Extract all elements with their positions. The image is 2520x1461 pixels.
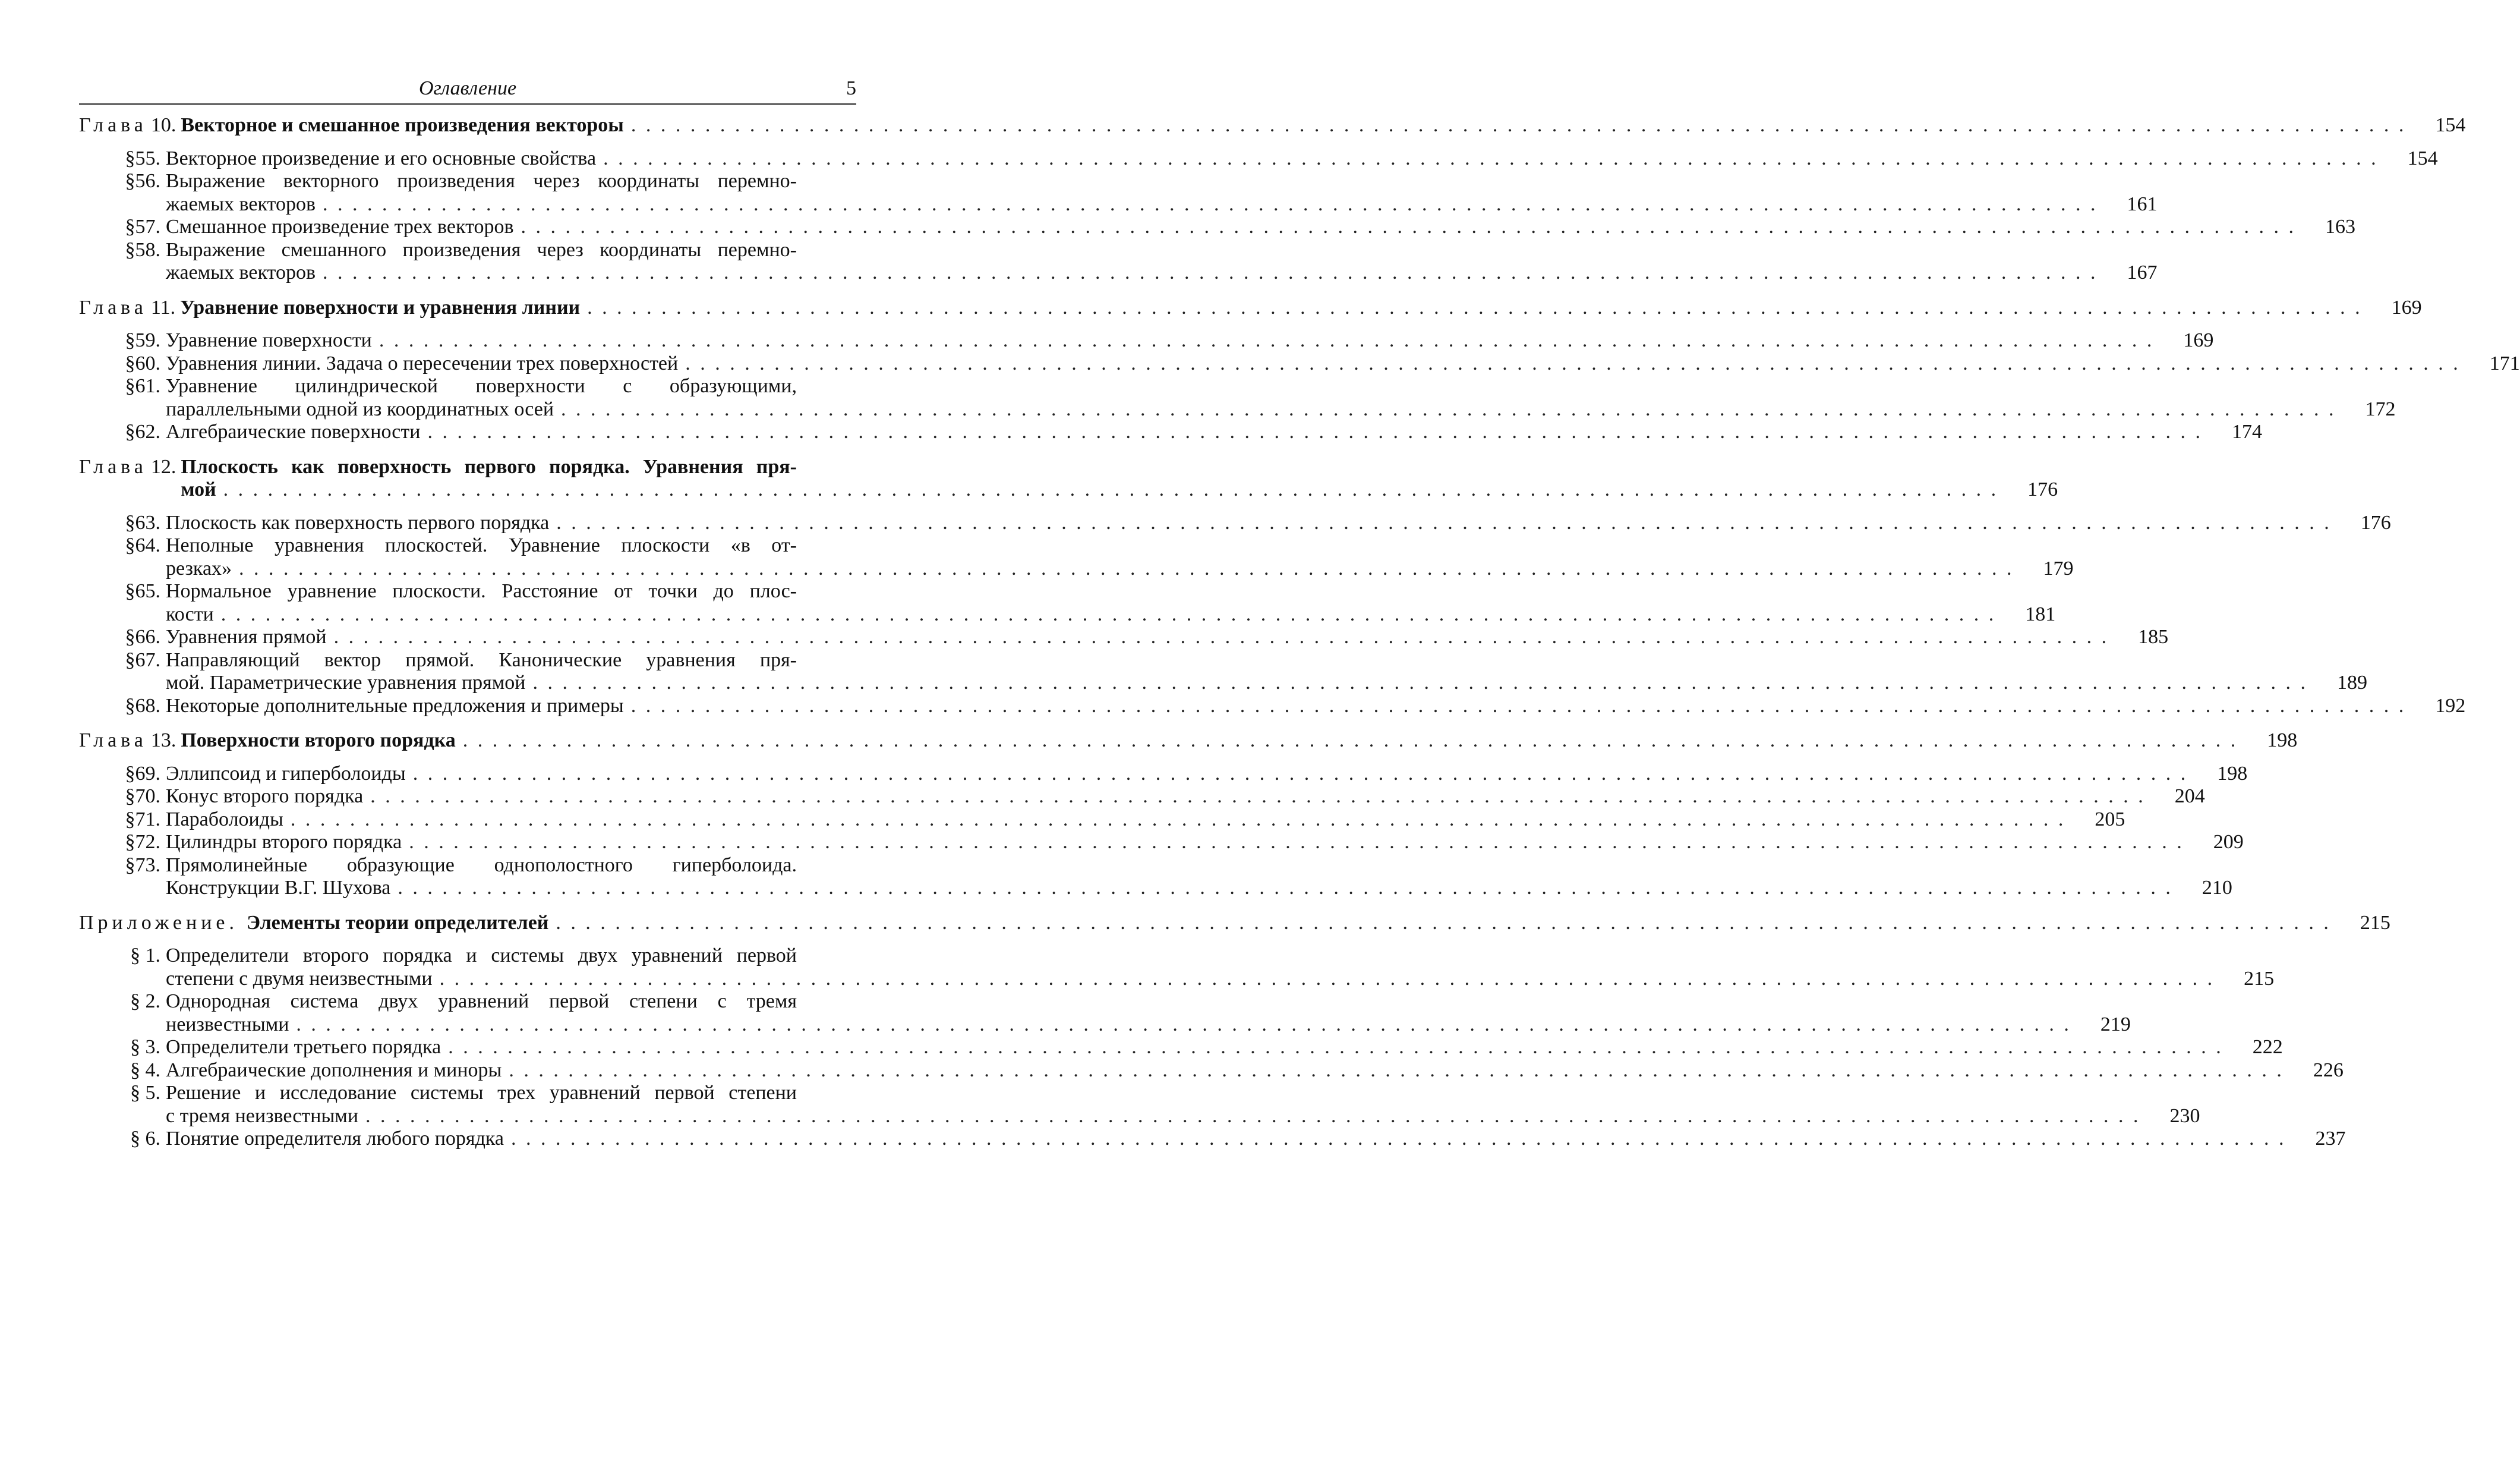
toc-section-entry xyxy=(79,216,2356,239)
page-number: 154 xyxy=(2407,147,2438,169)
dot-leader: . . . . . . . . . . . . . . . . . . . . . . . . . . . . . . . . . . . . . . . . . . . . . . . . . . . . . . . . . . . . . . . . . . . . . . . . . . . . . . . . . . . . . . . . . . . . . . . . . . . . . . . . . . . . . . . . . . . . . . . . xyxy=(448,1036,2223,1058)
section-title-line: Нормальное уравнение плоскости. Расстояние от точки до плос- xyxy=(166,580,797,602)
section-title xyxy=(166,648,2367,695)
section-title-line: Алгебраические поверхности xyxy=(166,421,421,443)
toc-section-entry xyxy=(79,831,2244,854)
page-number: 163 xyxy=(2325,216,2356,238)
toc-section-entry xyxy=(79,375,2396,421)
page-number: 174 xyxy=(2231,421,2262,443)
running-header xyxy=(79,75,856,105)
section-title-line: параллельными одной из координатных осей xyxy=(166,398,554,420)
toc-section-entry xyxy=(79,238,2158,285)
toc-line xyxy=(166,398,2396,421)
toc-line xyxy=(166,1128,2346,1151)
dot-leader: . . . . . . . . . . . . . . . . . . . . . . . . . . . . . . . . . . . . . . . . . . . . . . . . . . . . . . . . . . . . . . . . . . . . . . . . . . . . . . . . . . . . . . . . . . . . . . . . . . . . . . . . . . . . . . . . . . . . . . . . xyxy=(439,967,2215,990)
chapter-title-text: Векторное и смешанное произведения вектороы xyxy=(181,114,624,136)
toc-line xyxy=(166,421,2262,444)
toc-line xyxy=(166,831,2244,854)
toc-section-entry xyxy=(79,854,2232,900)
section-title xyxy=(166,170,2158,216)
toc-section-entry xyxy=(79,944,2275,990)
section-title-line: Эллипсоид и гиперболоиды xyxy=(166,762,406,785)
section-title-line: Выражение смешанного произведения через координаты перемно- xyxy=(166,238,797,261)
dot-leader: . . . . . . . . . . . . . . . . . . . . . . . . . . . . . . . . . . . . . . . . . . . . . . . . . . . . . . . . . . . . . . . . . . . . . . . . . . . . . . . . . . . . . . . . . . . . . . . . . . . . . . . . . . . . . . . . . . . . . . . . xyxy=(630,114,2407,136)
toc-section-entry xyxy=(79,762,2248,786)
toc-section-entry xyxy=(79,626,2169,649)
section-number: §56. xyxy=(125,170,160,192)
section-number: §72. xyxy=(125,831,160,853)
section-number: §60. xyxy=(125,352,160,374)
section-number: §70. xyxy=(125,785,160,807)
section-title-line: Цилиндры второго порядка xyxy=(166,831,402,853)
section-title-line: Смешанное произведение трех векторов xyxy=(166,216,514,238)
toc-line xyxy=(166,877,2232,900)
section-title-line: Уравнения прямой xyxy=(166,626,327,648)
dot-leader: . . . . . . . . . . . . . . . . . . . . . . . . . . . . . . . . . . . . . . . . . . . . . . . . . . . . . . . . . . . . . . . . . . . . . . . . . . . . . . . . . . . . . . . . . . . . . . . . . . . . . . . . . . . . . . . . . . . . . . . . xyxy=(412,762,2188,785)
toc-line xyxy=(166,352,2520,376)
section-title-line: Прямолинейные образующие однополостного гиперболоида. xyxy=(166,854,797,876)
toc-line xyxy=(166,511,2391,535)
section-title-line: жаемых векторов xyxy=(166,262,316,284)
dot-leader: . . . . . . . . . . . . . . . . . . . . . . . . . . . . . . . . . . . . . . . . . . . . . . . . . . . . . . . . . . . . . . . . . . . . . . . . . . . . . . . . . . . . . . . . . . . . . . . . . . . . . . . . . . . . . . . . . . . . . . . . xyxy=(556,511,2332,534)
toc-section-entry xyxy=(79,147,2438,171)
toc-line xyxy=(166,1059,2344,1082)
toc-section-entry xyxy=(79,511,2391,535)
page-number: 176 xyxy=(2027,478,2058,500)
section-number: §67. xyxy=(125,648,160,671)
dot-leader: . . . . . . . . . . . . . . . . . . . . . . . . . . . . . . . . . . . . . . . . . . . . . . . . . . . . . . . . . . . . . . . . . . . . . . . . . . . . . . . . . . . . . . . . . . . . . . . . . . . . . . . . . . . . . . . . . . . . . . . . xyxy=(220,603,1997,625)
dot-leader: . . . . . . . . . . . . . . . . . . . . . . . . . . . . . . . . . . . . . . . . . . . . . . . . . . . . . . . . . . . . . . . . . . . . . . . . . . . . . . . . . . . . . . . . . . . . . . . . . . . . . . . . . . . . . . . . . . . . . . . . xyxy=(365,1104,2141,1127)
toc-chapter-block xyxy=(79,455,2466,718)
section-number: §65. xyxy=(125,580,160,602)
section-number: §66. xyxy=(125,626,160,648)
page-number: 226 xyxy=(2313,1059,2344,1081)
section-number: §63. xyxy=(125,511,160,534)
section-title xyxy=(166,694,2466,718)
toc-chapter-block xyxy=(79,911,2390,1151)
section-title-line: Решение и исследование системы трех уравнений первой степени xyxy=(166,1082,797,1104)
toc-section-entry xyxy=(79,421,2262,444)
toc-section-entry xyxy=(79,1082,2200,1128)
running-header-title: Оглавление xyxy=(418,77,517,99)
toc-section-entry xyxy=(79,170,2158,216)
section-title xyxy=(166,238,2158,285)
section-number: § 3. xyxy=(130,1036,160,1058)
section-title-line: неизвестными xyxy=(166,1013,289,1035)
page-number: 205 xyxy=(2095,808,2125,830)
dot-leader: . . . . . . . . . . . . . . . . . . . . . . . . . . . . . . . . . . . . . . . . . . . . . . . . . . . . . . . . . . . . . . . . . . . . . . . . . . . . . . . . . . . . . . . . . . . . . . . . . . . . . . . . . . . . . . . . . . . . . . . . xyxy=(370,785,2146,807)
page-number: 161 xyxy=(2127,193,2158,215)
section-title-line: Определители третьего порядка xyxy=(166,1036,441,1058)
toc-line xyxy=(166,603,2056,626)
page-number: 169 xyxy=(2391,296,2422,319)
section-title xyxy=(166,808,2125,832)
section-title-line: Конус второго порядка xyxy=(166,785,364,807)
section-title xyxy=(166,831,2244,854)
page-number: 169 xyxy=(2183,329,2214,351)
section-title-line: Алгебраические дополнения и миноры xyxy=(166,1059,502,1081)
section-title-line: степени с двумя неизвестными xyxy=(166,967,433,990)
section-title-line: Векторное произведение и его основные свойства xyxy=(166,147,597,169)
toc-section-entry xyxy=(79,808,2125,832)
chapter-title xyxy=(246,911,2390,935)
chapter-title-line: мой xyxy=(181,478,216,500)
section-number: §73. xyxy=(125,854,160,876)
dot-leader: . . . . . . . . . . . . . . . . . . . . . . . . . . . . . . . . . . . . . . . . . . . . . . . . . . . . . . . . . . . . . . . . . . . . . . . . . . . . . . . . . . . . . . . . . . . . . . . . . . . . . . . . . . . . . . . . . . . . . . . . xyxy=(333,626,2109,648)
section-number: §68. xyxy=(125,694,160,717)
toc-section-entry xyxy=(79,1059,2344,1082)
chapter-title xyxy=(181,114,2466,137)
section-title xyxy=(166,1128,2346,1151)
page-number: 198 xyxy=(2267,729,2298,751)
toc-line xyxy=(166,762,2248,786)
section-title xyxy=(166,854,2232,900)
section-title xyxy=(166,1036,2283,1059)
toc-line xyxy=(166,193,2158,216)
section-title-line: Конструкции В.Г. Шухова xyxy=(166,877,391,899)
section-title xyxy=(166,944,2275,990)
page-number: 154 xyxy=(2435,114,2466,136)
chapter-title-text: Поверхности второго порядка xyxy=(181,729,456,751)
dot-leader: . . . . . . . . . . . . . . . . . . . . . . . . . . . . . . . . . . . . . . . . . . . . . . . . . . . . . . . . . . . . . . . . . . . . . . . . . . . . . . . . . . . . . . . . . . . . . . . . . . . . . . . . . . . . . . . . . . . . . . . . xyxy=(462,729,2238,751)
chapter-title xyxy=(181,455,2058,502)
chapter-number: 12. xyxy=(150,455,176,478)
chapter-title-line: Плоскость как поверхность первого порядка. Уравнения пря- xyxy=(181,455,797,478)
chapter-entry xyxy=(79,911,2390,935)
dot-leader: . . . . . . . . . . . . . . . . . . . . . . . . . . . . . . . . . . . . . . . . . . . . . . . . . . . . . . . . . . . . . . . . . . . . . . . . . . . . . . . . . . . . . . . . . . . . . . . . . . . . . . . . . . . . . . . . . . . . . . . . xyxy=(323,193,2098,215)
dot-leader: . . . . . . . . . . . . . . . . . . . . . . . . . . . . . . . . . . . . . . . . . . . . . . . . . . . . . . . . . . . . . . . . . . . . . . . . . . . . . . . . . . . . . . . . . . . . . . . . . . . . . . . . . . . . . . . . . . . . . . . . xyxy=(561,398,2336,420)
chapter-number: 13. xyxy=(150,729,176,751)
toc-line xyxy=(166,1104,2200,1128)
section-title xyxy=(166,375,2396,421)
dot-leader: . . . . . . . . . . . . . . . . . . . . . . . . . . . . . . . . . . . . . . . . . . . . . . . . . . . . . . . . . . . . . . . . . . . . . . . . . . . . . . . . . . . . . . . . . . . . . . . . . . . . . . . . . . . . . . . . . . . . . . . . xyxy=(556,911,2331,934)
dot-leader: . . . . . . . . . . . . . . . . . . . . . . . . . . . . . . . . . . . . . . . . . . . . . . . . . . . . . . . . . . . . . . . . . . . . . . . . . . . . . . . . . . . . . . . . . . . . . . . . . . . . . . . . . . . . . . . . . . . . . . . . xyxy=(323,262,2098,284)
page-number: 204 xyxy=(2174,785,2205,807)
page-number: 181 xyxy=(2025,603,2056,625)
section-title-line: Плоскость как поверхность первого порядка xyxy=(166,511,550,534)
chapter-label: Приложение. xyxy=(79,911,238,934)
dot-leader: . . . . . . . . . . . . . . . . . . . . . . . . . . . . . . . . . . . . . . . . . . . . . . . . . . . . . . . . . . . . . . . . . . . . . . . . . . . . . . . . . . . . . . . . . . . . . . . . . . . . . . . . . . . . . . . . . . . . . . . . xyxy=(290,808,2066,830)
dot-leader: . . . . . . . . . . . . . . . . . . . . . . . . . . . . . . . . . . . . . . . . . . . . . . . . . . . . . . . . . . . . . . . . . . . . . . . . . . . . . . . . . . . . . . . . . . . . . . . . . . . . . . . . . . . . . . . . . . . . . . . . xyxy=(630,694,2407,717)
toc-line xyxy=(166,785,2205,808)
running-header-page-number: 5 xyxy=(846,77,856,99)
section-title xyxy=(166,1059,2344,1082)
section-title-line: мой. Параметрические уравнения прямой xyxy=(166,672,526,694)
page-number: 219 xyxy=(2100,1013,2131,1035)
section-title xyxy=(166,626,2169,649)
chapter-number: 10. xyxy=(150,114,176,136)
toc-line xyxy=(166,329,2214,352)
toc-line xyxy=(166,1013,2131,1037)
page-number: 198 xyxy=(2217,762,2248,785)
page-number: 179 xyxy=(2043,557,2074,580)
page-number: 215 xyxy=(2244,967,2275,990)
section-title-line: Однородная система двух уравнений первой степени с тремя xyxy=(166,990,797,1012)
section-title-line: резках» xyxy=(166,557,232,580)
section-title xyxy=(166,990,2131,1036)
page-number: 210 xyxy=(2202,877,2232,899)
section-number: §59. xyxy=(125,329,160,351)
dot-leader: . . . . . . . . . . . . . . . . . . . . . . . . . . . . . . . . . . . . . . . . . . . . . . . . . . . . . . . . . . . . . . . . . . . . . . . . . . . . . . . . . . . . . . . . . . . . . . . . . . . . . . . . . . . . . . . . . . . . . . . . xyxy=(509,1059,2284,1081)
chapter-label: Глава xyxy=(79,296,147,319)
section-number: §58. xyxy=(125,238,160,261)
toc-line xyxy=(181,478,2058,502)
toc-line xyxy=(166,672,2367,695)
toc-line xyxy=(166,557,2074,581)
chapter-title xyxy=(180,296,2422,320)
toc-line xyxy=(166,262,2158,285)
toc-line xyxy=(181,114,2466,137)
page-number: 237 xyxy=(2315,1128,2346,1150)
section-number: § 1. xyxy=(130,944,160,966)
toc-section-entry xyxy=(79,648,2367,695)
dot-leader: . . . . . . . . . . . . . . . . . . . . . . . . . . . . . . . . . . . . . . . . . . . . . . . . . . . . . . . . . . . . . . . . . . . . . . . . . . . . . . . . . . . . . . . . . . . . . . . . . . . . . . . . . . . . . . . . . . . . . . . . xyxy=(427,421,2203,443)
section-title xyxy=(166,1082,2200,1128)
section-title-line: Выражение векторного произведения через координаты перемно- xyxy=(166,170,797,192)
toc-line xyxy=(166,808,2125,832)
section-number: §69. xyxy=(125,762,160,785)
dot-leader: . . . . . . . . . . . . . . . . . . . . . . . . . . . . . . . . . . . . . . . . . . . . . . . . . . . . . . . . . . . . . . . . . . . . . . . . . . . . . . . . . . . . . . . . . . . . . . . . . . . . . . . . . . . . . . . . . . . . . . . . xyxy=(521,216,2297,238)
section-title-line: Неполные уравнения плоскостей. Уравнение плоскости «в от- xyxy=(166,534,797,556)
section-title xyxy=(166,421,2262,444)
section-title-line: Направляющий вектор прямой. Канонические уравнения пря- xyxy=(166,648,797,671)
section-title xyxy=(166,511,2391,535)
dot-leader: . . . . . . . . . . . . . . . . . . . . . . . . . . . . . . . . . . . . . . . . . . . . . . . . . . . . . . . . . . . . . . . . . . . . . . . . . . . . . . . . . . . . . . . . . . . . . . . . . . . . . . . . . . . . . . . . . . . . . . . . xyxy=(603,147,2379,169)
toc-section-entry xyxy=(79,990,2131,1036)
dot-leader: . . . . . . . . . . . . . . . . . . . . . . . . . . . . . . . . . . . . . . . . . . . . . . . . . . . . . . . . . . . . . . . . . . . . . . . . . . . . . . . . . . . . . . . . . . . . . . . . . . . . . . . . . . . . . . . . . . . . . . . . xyxy=(587,296,2363,319)
page-number: 185 xyxy=(2138,626,2169,648)
toc-section-entry xyxy=(79,785,2205,808)
toc-line xyxy=(166,147,2438,171)
toc-line xyxy=(166,216,2356,239)
dot-leader: . . . . . . . . . . . . . . . . . . . . . . . . . . . . . . . . . . . . . . . . . . . . . . . . . . . . . . . . . . . . . . . . . . . . . . . . . . . . . . . . . . . . . . . . . . . . . . . . . . . . . . . . . . . . . . . . . . . . . . . . xyxy=(239,557,2014,580)
toc-section-entry xyxy=(79,352,2520,376)
toc-line xyxy=(166,626,2169,649)
section-title-line: Уравнение цилиндрической поверхности с образующими, xyxy=(166,375,797,397)
chapter-label: Глава xyxy=(79,455,147,478)
section-number: § 2. xyxy=(130,990,160,1012)
section-number: §55. xyxy=(125,147,160,169)
page-number: 222 xyxy=(2252,1036,2283,1058)
chapter-number: 11. xyxy=(150,296,176,319)
toc-chapter-block xyxy=(79,114,2466,285)
page-number: 172 xyxy=(2365,398,2396,420)
section-title-line: с тремя неизвестными xyxy=(166,1104,359,1127)
toc-line xyxy=(246,911,2390,935)
chapter-label: Глава xyxy=(79,729,147,751)
section-title-line: жаемых векторов xyxy=(166,193,316,215)
section-number: §61. xyxy=(125,375,160,397)
chapter-entry xyxy=(79,455,2058,502)
toc-line xyxy=(180,296,2422,320)
section-title-line: Уравнения линии. Задача о пересечении трех поверхностей xyxy=(166,352,679,374)
dot-leader: . . . . . . . . . . . . . . . . . . . . . . . . . . . . . . . . . . . . . . . . . . . . . . . . . . . . . . . . . . . . . . . . . . . . . . . . . . . . . . . . . . . . . . . . . . . . . . . . . . . . . . . . . . . . . . . . . . . . . . . . xyxy=(223,478,1999,500)
toc-line xyxy=(166,1036,2283,1059)
section-number: §64. xyxy=(125,534,160,556)
section-number: §71. xyxy=(125,808,160,830)
section-number: § 4. xyxy=(130,1059,160,1081)
dot-leader: . . . . . . . . . . . . . . . . . . . . . . . . . . . . . . . . . . . . . . . . . . . . . . . . . . . . . . . . . . . . . . . . . . . . . . . . . . . . . . . . . . . . . . . . . . . . . . . . . . . . . . . . . . . . . . . . . . . . . . . . xyxy=(510,1128,2286,1150)
section-title-line: Некоторые дополнительные предложения и примеры xyxy=(166,694,624,717)
page-number: 189 xyxy=(2336,672,2367,694)
section-number: § 6. xyxy=(130,1128,160,1150)
section-title xyxy=(166,329,2214,352)
toc-line xyxy=(166,967,2275,991)
toc-chapter-block xyxy=(79,296,2520,444)
chapter-label: Глава xyxy=(79,114,147,136)
chapter-title-text: Уравнение поверхности и уравнения линии xyxy=(180,296,581,319)
section-title xyxy=(166,534,2074,580)
page-number: 215 xyxy=(2360,911,2390,934)
dot-leader: . . . . . . . . . . . . . . . . . . . . . . . . . . . . . . . . . . . . . . . . . . . . . . . . . . . . . . . . . . . . . . . . . . . . . . . . . . . . . . . . . . . . . . . . . . . . . . . . . . . . . . . . . . . . . . . . . . . . . . . . xyxy=(398,877,2173,899)
page-number: 167 xyxy=(2127,262,2158,284)
chapter-entry xyxy=(79,729,2298,752)
section-title xyxy=(166,352,2520,376)
toc-section-entry xyxy=(79,694,2466,718)
section-title xyxy=(166,580,2056,626)
toc-section-entry xyxy=(79,329,2214,352)
section-title-line: Понятие определителя любого порядка xyxy=(166,1128,504,1150)
section-number: § 5. xyxy=(130,1082,160,1104)
chapter-entry xyxy=(79,114,2466,137)
section-title xyxy=(166,785,2205,808)
dot-leader: . . . . . . . . . . . . . . . . . . . . . . . . . . . . . . . . . . . . . . . . . . . . . . . . . . . . . . . . . . . . . . . . . . . . . . . . . . . . . . . . . . . . . . . . . . . . . . . . . . . . . . . . . . . . . . . . . . . . . . . . xyxy=(379,329,2155,351)
toc-section-entry xyxy=(79,1036,2283,1059)
chapter-title-text: Элементы теории определителей xyxy=(246,911,549,934)
section-title xyxy=(166,147,2438,171)
section-title xyxy=(166,216,2356,239)
toc-section-entry xyxy=(79,534,2074,580)
toc-section-entry xyxy=(79,1128,2346,1151)
chapter-title xyxy=(181,729,2298,752)
section-title-line: Параболоиды xyxy=(166,808,283,830)
section-title-line: Уравнение поверхности xyxy=(166,329,372,351)
page-number: 176 xyxy=(2360,511,2391,534)
section-title-line: Определители второго порядка и системы двух уравнений первой xyxy=(166,944,797,966)
toc-line xyxy=(181,729,2298,752)
table-of-contents xyxy=(79,114,2520,1163)
page-number: 209 xyxy=(2213,831,2244,853)
toc-chapter-block xyxy=(79,729,2298,900)
dot-leader: . . . . . . . . . . . . . . . . . . . . . . . . . . . . . . . . . . . . . . . . . . . . . . . . . . . . . . . . . . . . . . . . . . . . . . . . . . . . . . . . . . . . . . . . . . . . . . . . . . . . . . . . . . . . . . . . . . . . . . . . xyxy=(409,831,2184,853)
page-number: 230 xyxy=(2169,1104,2200,1127)
section-number: §57. xyxy=(125,216,160,238)
toc-line xyxy=(166,694,2466,718)
page-number: 192 xyxy=(2435,694,2466,717)
dot-leader: . . . . . . . . . . . . . . . . . . . . . . . . . . . . . . . . . . . . . . . . . . . . . . . . . . . . . . . . . . . . . . . . . . . . . . . . . . . . . . . . . . . . . . . . . . . . . . . . . . . . . . . . . . . . . . . . . . . . . . . . xyxy=(685,352,2461,374)
section-title xyxy=(166,762,2248,786)
dot-leader: . . . . . . . . . . . . . . . . . . . . . . . . . . . . . . . . . . . . . . . . . . . . . . . . . . . . . . . . . . . . . . . . . . . . . . . . . . . . . . . . . . . . . . . . . . . . . . . . . . . . . . . . . . . . . . . . . . . . . . . . xyxy=(532,672,2308,694)
section-title-line: кости xyxy=(166,603,214,625)
section-number: §62. xyxy=(125,421,160,443)
chapter-entry xyxy=(79,296,2422,320)
toc-section-entry xyxy=(79,580,2056,626)
page-number: 171 xyxy=(2489,352,2520,374)
dot-leader: . . . . . . . . . . . . . . . . . . . . . . . . . . . . . . . . . . . . . . . . . . . . . . . . . . . . . . . . . . . . . . . . . . . . . . . . . . . . . . . . . . . . . . . . . . . . . . . . . . . . . . . . . . . . . . . . . . . . . . . . xyxy=(296,1013,2071,1035)
